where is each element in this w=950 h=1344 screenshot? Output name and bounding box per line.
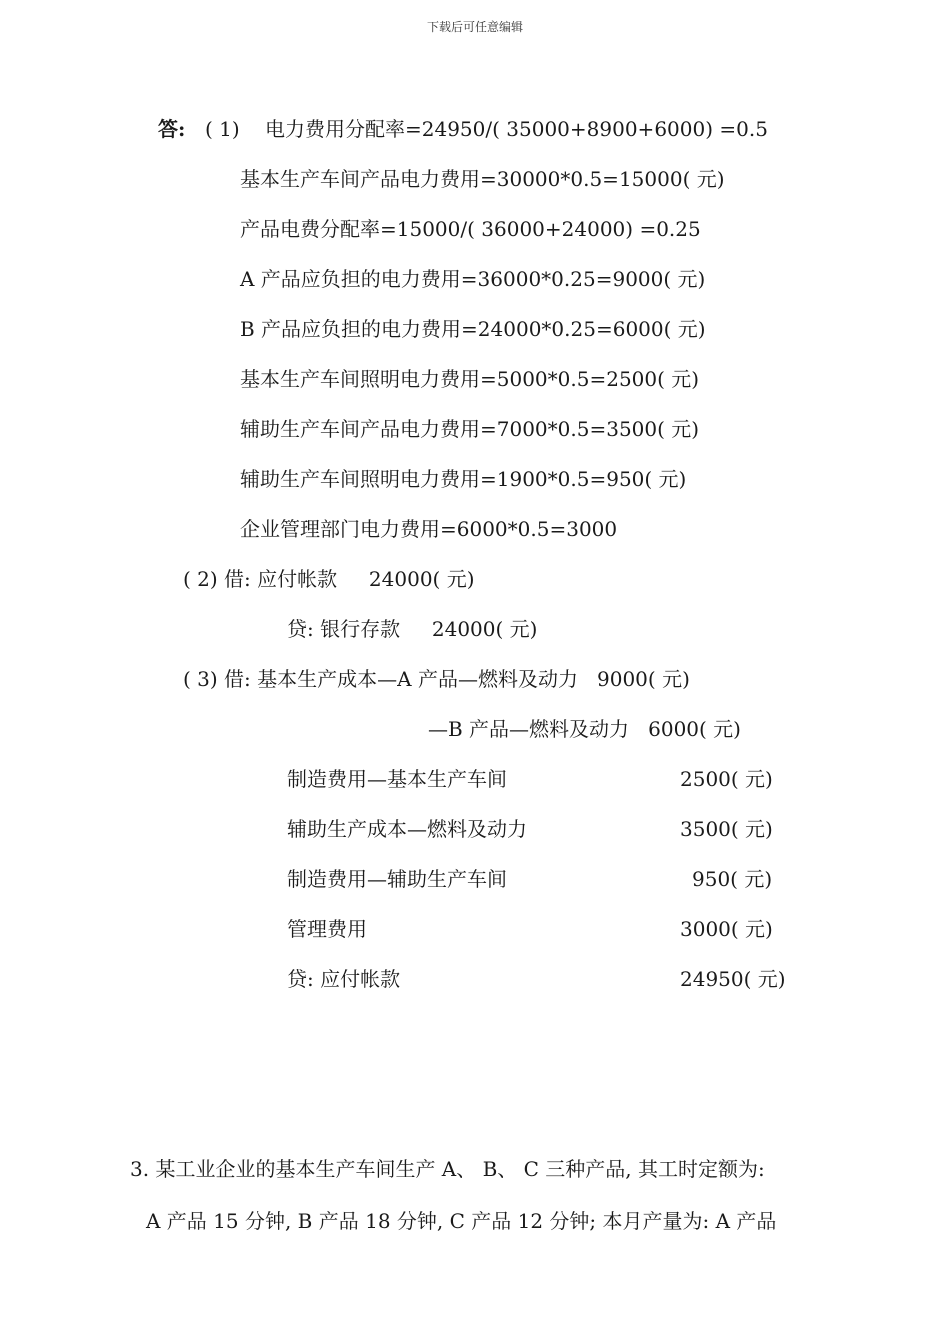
part3-row-account: 管理费用 [287,917,367,941]
part1-number: ( 1) [205,117,240,141]
part3-credit-amount: 24950( 元) [680,967,786,991]
part3-row-amount: 3000( 元) [680,917,773,941]
part2-debit: ( 2) 借: 应付帐款 24000( 元) [183,567,475,591]
part3-credit-account: 贷: 应付帐款 [287,967,401,991]
part1-line-1: 基本生产车间产品电力费用=30000*0.5=15000( 元) [240,167,725,191]
part2-credit: 贷: 银行存款 24000( 元) [287,617,538,641]
question3-line-1: 3. 某工业企业的基本生产车间生产 A、 B、 C 三种产品, 其工时定额为: [130,1157,765,1181]
part1-line-4: B 产品应负担的电力费用=24000*0.25=6000( 元) [240,317,706,341]
part1-line-5: 基本生产车间照明电力费用=5000*0.5=2500( 元) [240,367,700,391]
part3-row-account: 制造费用—辅助生产车间 [287,867,507,891]
part3-row-amount: 2500( 元) [680,767,773,791]
part1-line-8: 企业管理部门电力费用=6000*0.5=3000 [240,517,618,541]
part1-line-2: 产品电费分配率=15000/( 36000+24000) =0.25 [240,217,701,241]
page-header: 下载后可任意编辑 [426,20,523,34]
part1-line-3: A 产品应负担的电力费用=36000*0.25=9000( 元) [240,267,706,291]
part3-row-amount: 950( 元) [692,867,773,891]
part3-b-line: —B 产品—燃料及动力 6000( 元) [428,717,741,741]
question3-line-2: A 产品 15 分钟, B 产品 18 分钟, C 产品 12 分钟; 本月产量为: A 产品 [146,1209,777,1233]
part3-row-account: 辅助生产成本—燃料及动力 [287,817,527,841]
part1-line-6: 辅助生产车间产品电力费用=7000*0.5=3500( 元) [240,417,700,441]
part3-debit: ( 3) 借: 基本生产成本—A 产品—燃料及动力 9000( 元) [183,667,690,691]
part3-row-amount: 3500( 元) [680,817,773,841]
part3-row-account: 制造费用—基本生产车间 [287,767,507,791]
part1-line-7: 辅助生产车间照明电力费用=1900*0.5=950( 元) [240,467,687,491]
answer-label: 答: [158,117,186,141]
part1-line-0: 电力费用分配率=24950/( 35000+8900+6000) =0.5 [265,117,768,141]
